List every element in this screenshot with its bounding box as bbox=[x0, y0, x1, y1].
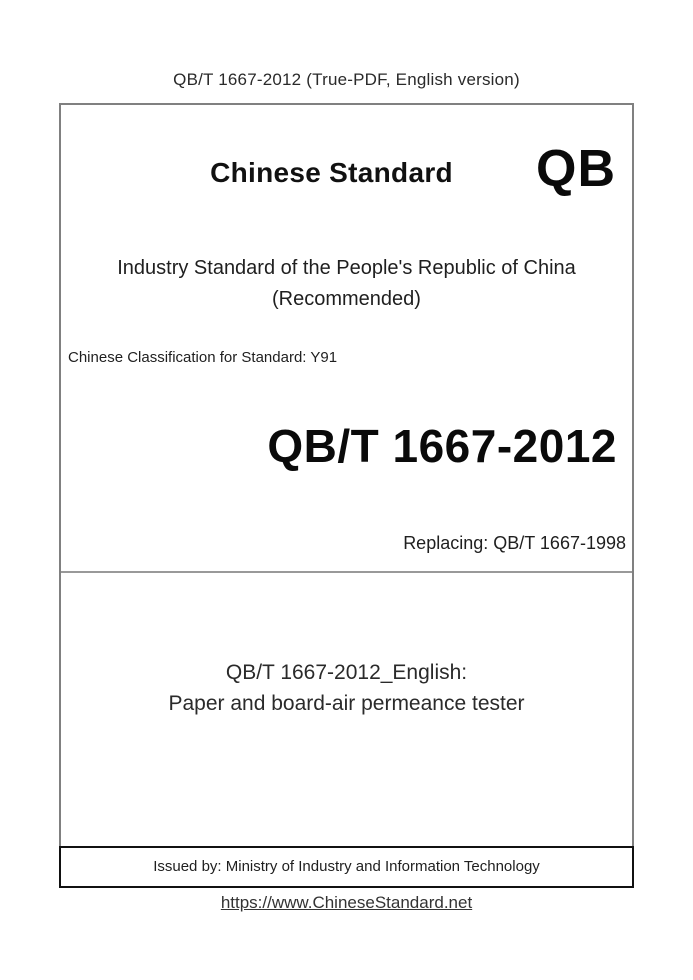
document-header-title: QB/T 1667-2012 (True-PDF, English version) bbox=[173, 70, 520, 89]
issued-by-strip: Issued by: Ministry of Industry and Information Technology bbox=[59, 846, 634, 888]
english-title-line1: QB/T 1667-2012_English: bbox=[225, 661, 468, 684]
classification-code: Chinese Classification for Standard: Y91 bbox=[68, 349, 338, 366]
cover-box bbox=[59, 103, 634, 888]
qb-logo: QB bbox=[536, 140, 616, 198]
brand-title: Chinese Standard bbox=[210, 157, 453, 188]
english-title-line2: Paper and board-air permeance tester bbox=[168, 692, 525, 715]
standard-type-line2: (Recommended) bbox=[272, 288, 421, 310]
standard-type-line1: Industry Standard of the People's Republic of China bbox=[117, 257, 576, 279]
section-divider bbox=[61, 571, 632, 573]
standard-number: QB/T 1667-2012 bbox=[267, 420, 617, 472]
footer bbox=[0, 893, 693, 913]
replacing-note: Replacing: QB/T 1667-1998 bbox=[403, 533, 626, 553]
english-title-block bbox=[61, 657, 632, 719]
website-link[interactable]: https://www.ChineseStandard.net bbox=[220, 893, 473, 912]
